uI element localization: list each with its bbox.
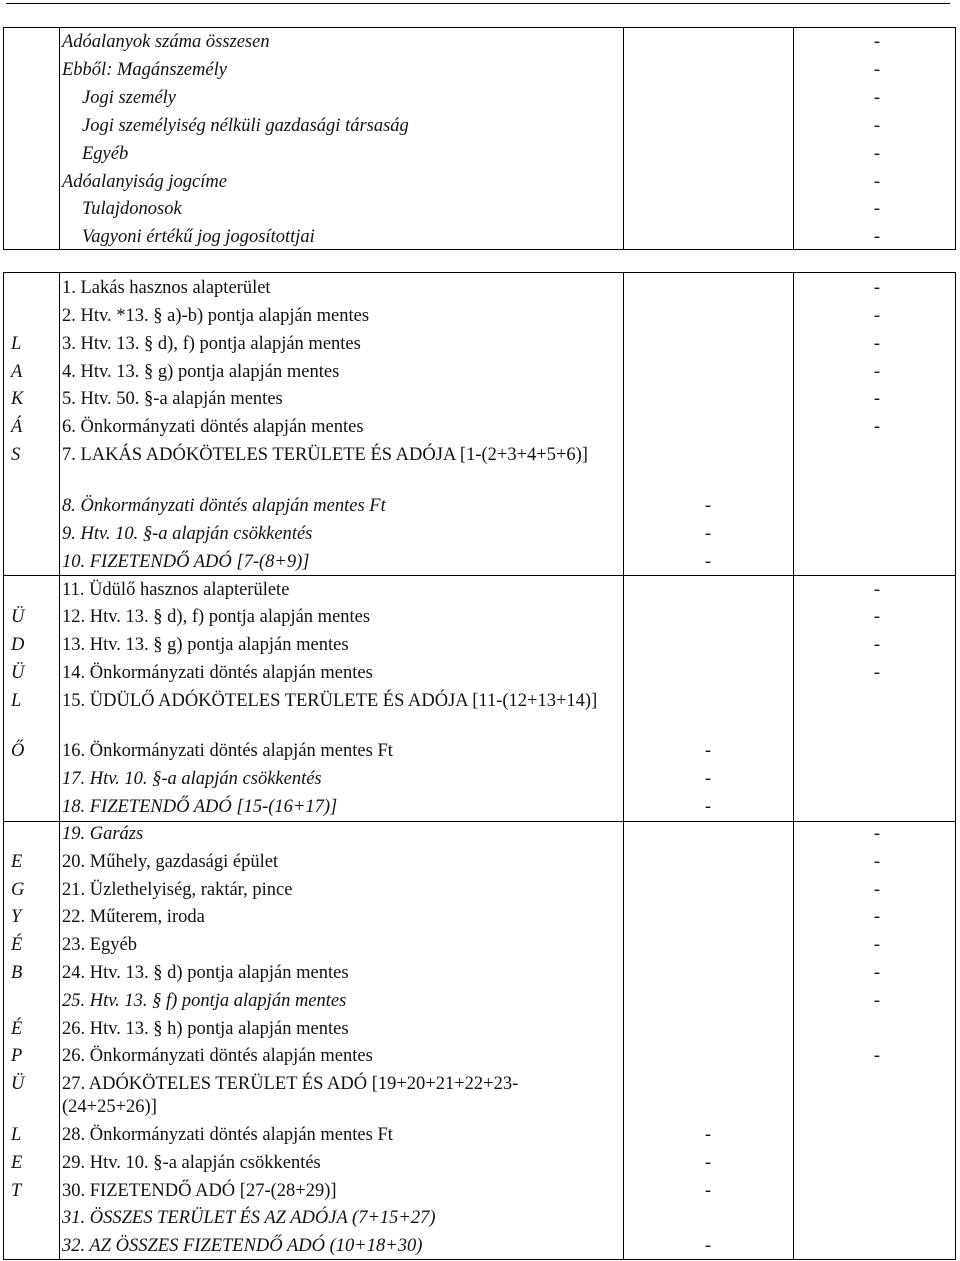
section-letter: S: [11, 445, 21, 465]
table2-row-label: 16. Önkormányzati döntés alapján mentes Ft: [62, 741, 393, 761]
section-divider: [4, 821, 955, 822]
table2-row-value: -: [704, 1125, 712, 1145]
table2-row-value: -: [873, 607, 881, 627]
table2-row-label: 30. FIZETENDŐ ADÓ [27-(28+29)]: [62, 1181, 337, 1201]
table2-row-label: 15. ÜDÜLŐ ADÓKÖTELES TERÜLETE ÉS ADÓJA [11-(12+13+14)]: [62, 691, 598, 711]
table2-row-label: 26. Önkormányzati döntés alapján mentes: [62, 1046, 373, 1066]
table2-row-value: -: [873, 306, 881, 326]
section-letter: D: [11, 635, 25, 655]
table2-row-label: 24. Htv. 13. § d) pontja alapján mentes: [62, 963, 349, 983]
table2-row-label: 6. Önkormányzati döntés alapján mentes: [62, 417, 364, 437]
table1-row-value: -: [873, 227, 881, 247]
table2-row-value: -: [873, 935, 881, 955]
table2-row-label: 5. Htv. 50. §-a alapján mentes: [62, 389, 283, 409]
section-letter: Ü: [11, 663, 25, 683]
table2-row-label: 3. Htv. 13. § d), f) pontja alapján mentes: [62, 334, 361, 354]
section-letter: L: [11, 1125, 22, 1145]
table1-row-value: -: [873, 88, 881, 108]
section-letter: É: [11, 935, 23, 955]
section-letter: E: [11, 1153, 23, 1173]
section-letter: Y: [11, 907, 22, 927]
section-letter: K: [11, 389, 24, 409]
table1-row-label: Tulajdonosok: [82, 199, 182, 219]
table1-row-value: -: [873, 32, 881, 52]
table2-row-label: 27. ADÓKÖTELES TERÜLET ÉS ADÓ [19+20+21+22+23-(24+25+26)]: [62, 1074, 519, 1117]
section-letter: Ü: [11, 607, 25, 627]
table2-row-value: -: [704, 769, 712, 789]
table2-row-label: 25. Htv. 13. § f) pontja alapján mentes: [62, 991, 347, 1011]
table2-row-label: 10. FIZETENDŐ ADÓ [7-(8+9)]: [62, 552, 310, 572]
table2-row-value: -: [873, 635, 881, 655]
col-divider: [623, 273, 624, 1259]
table2-row-label: 19. Garázs: [62, 824, 144, 844]
section-letter: L: [11, 691, 22, 711]
section-letter: A: [11, 362, 23, 382]
table2-row-value: -: [873, 963, 881, 983]
table2-row-value: -: [873, 278, 881, 298]
section-letter: G: [11, 880, 25, 900]
table1-row-label: Egyéb: [82, 144, 129, 164]
table1-row-label: Adóalanyok száma összesen: [62, 32, 270, 52]
table2-row-label: 29. Htv. 10. §-a alapján csökkentés: [62, 1153, 321, 1173]
table2-row-label: 28. Önkormányzati döntés alapján mentes Ft: [62, 1125, 393, 1145]
table1-row-value: -: [873, 60, 881, 80]
col-divider: [793, 273, 794, 1259]
table2-row-label: 17. Htv. 10. §-a alapján csökkentés: [62, 769, 322, 789]
table1-row-value: -: [873, 199, 881, 219]
table2-row-label: 22. Műterem, iroda: [62, 907, 205, 927]
table2-row-label: 18. FIZETENDŐ ADÓ [15-(16+17)]: [62, 797, 338, 817]
table2-row-value: -: [873, 852, 881, 872]
table2-row-label: 9. Htv. 10. §-a alapján csökkentés: [62, 524, 313, 544]
table2-row-value: -: [704, 524, 712, 544]
table1-row-label: Vagyoni értékű jog jogosítottjai: [82, 227, 315, 247]
table1-row-value: -: [873, 116, 881, 136]
table2-row-label: 2. Htv. *13. § a)-b) pontja alapján mentes: [62, 306, 370, 326]
table2-row-label: 1. Lakás hasznos alapterület: [62, 278, 271, 298]
table2-row-value: -: [873, 580, 881, 600]
table2-row-label: 7. LAKÁS ADÓKÖTELES TERÜLETE ÉS ADÓJA [1-(2+3+4+5+6)]: [62, 445, 588, 465]
table2-row-value: -: [873, 880, 881, 900]
table2-row-value: -: [704, 496, 712, 516]
table2-row-value: -: [873, 417, 881, 437]
section-letter: Ő: [11, 741, 25, 761]
section-letter: B: [11, 963, 23, 983]
table2-row-value: -: [704, 741, 712, 761]
table2-row-label: 12. Htv. 13. § d), f) pontja alapján mentes: [62, 607, 371, 627]
section-letter: É: [11, 1019, 23, 1039]
section-letter: Á: [11, 417, 23, 437]
section-letter: Ü: [11, 1074, 25, 1094]
section-letter: T: [11, 1181, 22, 1201]
col-divider: [59, 28, 60, 249]
table2-row-value: -: [873, 389, 881, 409]
col-divider: [793, 28, 794, 249]
section-divider: [4, 575, 955, 576]
table2-row-value: -: [873, 362, 881, 382]
table2-row-label: 13. Htv. 13. § g) pontja alapján mentes: [62, 635, 349, 655]
table2-row-value: -: [704, 1153, 712, 1173]
table2-row-value: -: [873, 991, 881, 1011]
col-divider: [623, 28, 624, 249]
table2-row-value: -: [704, 552, 712, 572]
table2-row-label: 11. Üdülő hasznos alapterülete: [62, 580, 290, 600]
table2-row-value: -: [704, 797, 712, 817]
table2-row-value: -: [873, 663, 881, 683]
section-letter: P: [11, 1046, 23, 1066]
table2-row-label: 21. Üzlethelyiség, raktár, pince: [62, 880, 293, 900]
table2-row-value: -: [704, 1181, 712, 1201]
table2-row-label: 32. AZ ÖSSZES FIZETENDŐ ADÓ (10+18+30): [62, 1236, 423, 1256]
table2-row-value: -: [873, 1046, 881, 1066]
section-letter: E: [11, 852, 23, 872]
table2-row-label: 14. Önkormányzati döntés alapján mentes: [62, 663, 373, 683]
table2-row-label: 26. Htv. 13. § h) pontja alapján mentes: [62, 1019, 349, 1039]
table2-row-label: 8. Önkormányzati döntés alapján mentes Ft: [62, 496, 386, 516]
table2-row-label: 4. Htv. 13. § g) pontja alapján mentes: [62, 362, 340, 382]
table2-row-label: 31. ÖSSZES TERÜLET ÉS AZ ADÓJA (7+15+27): [62, 1208, 436, 1228]
table2-row-value: -: [873, 334, 881, 354]
top-rule: [6, 3, 950, 4]
section-letter: L: [11, 334, 22, 354]
table1-row-label: Jogi személy: [82, 88, 177, 108]
table1-row-label: Ebből: Magánszemély: [62, 60, 227, 80]
table2-row-value: -: [873, 907, 881, 927]
table2-row-label: 23. Egyéb: [62, 935, 138, 955]
table2-row-value: -: [873, 824, 881, 844]
table1-row-label: Adóalanyiság jogcíme: [62, 172, 227, 192]
table2-row-value: -: [704, 1236, 712, 1256]
col-divider: [59, 273, 60, 1259]
table2-row-label: 20. Műhely, gazdasági épület: [62, 852, 279, 872]
table1-row-value: -: [873, 144, 881, 164]
table1-row-label: Jogi személyiség nélküli gazdasági társaság: [82, 116, 409, 136]
table1-row-value: -: [873, 172, 881, 192]
